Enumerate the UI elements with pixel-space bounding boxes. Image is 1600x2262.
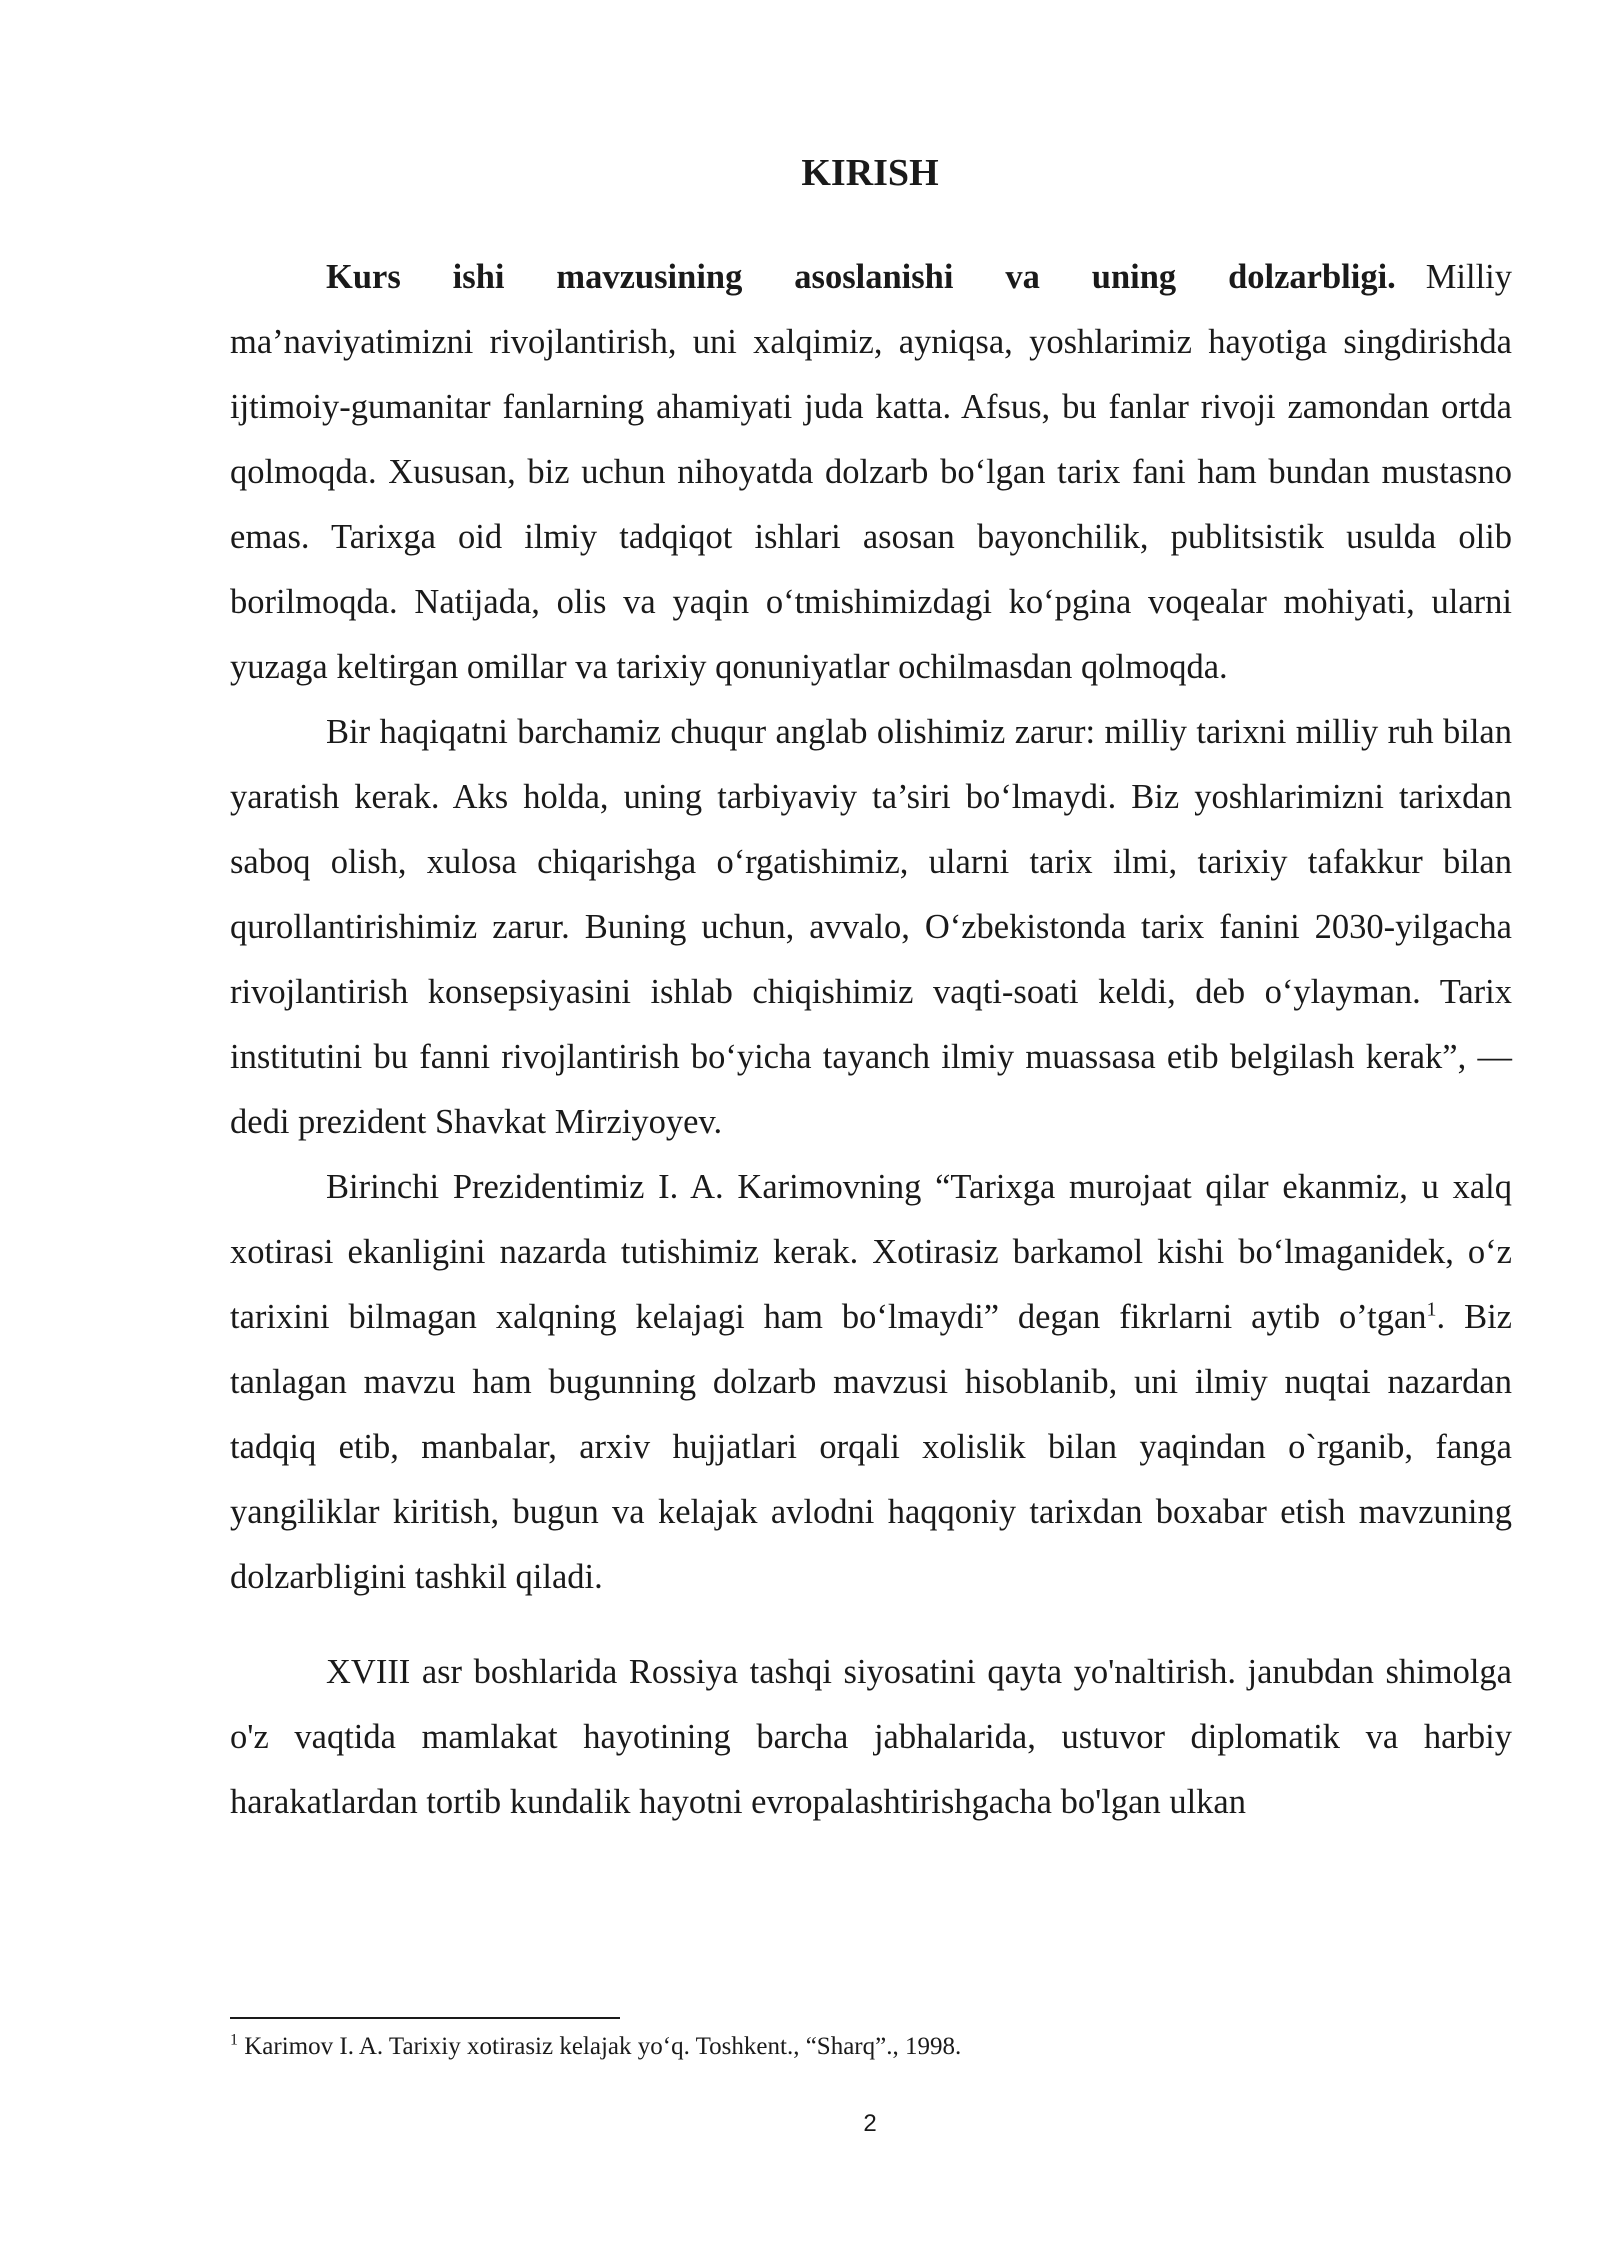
paragraph-karimov-text-end: . Biz tanlagan mavzu ham bugunning dolzarb mavzusi hisoblanib, uni ilmiy nuqtai nazardan tadqiq etib, manbalar, arxiv hujjatlari orqali xolislik bilan yaqindan o`rganib, fanga yangiliklar kiritish, bugun va kelajak avlodni haqqoniy tarixdan boxabar etish mavzuning dolzarbligini tashkil qiladi. bbox=[230, 1298, 1512, 1596]
paragraph-intro-text: Milliy ma’naviyatimizni rivojlantirish, uni xalqimiz, ayniqsa, yoshlarimiz hayotiga singdirishda ijtimoiy-gumanitar fanlarning ahamiyati juda katta. Afsus, bu fanlar rivoji zamondan ortda qolmoqda. Xususan, biz uchun nihoyatda dolzarb bo‘lgan tarix fani ham bundan mustasno emas. Tarixga oid ilmiy tadqiqot ishlari asosan bayonchilik, publitsistik usulda olib borilmoqda. Natijada, olis va yaqin o‘tmishimizdagi ko‘pgina voqealar mohiyati, ularni yuzaga keltirgan omillar va tarixiy qonuniyatlar ochilmasdan qolmoqda. bbox=[230, 258, 1512, 686]
footnote-separator bbox=[230, 2017, 620, 2019]
paragraph-karimov bbox=[230, 1155, 1512, 1610]
footnote bbox=[230, 2030, 1512, 2064]
page-number: 2 bbox=[863, 2110, 877, 2137]
footnote-number: 1 bbox=[230, 2031, 238, 2049]
page-title: KIRISH bbox=[801, 152, 939, 194]
paragraph-lead-heading: Kurs ishi mavzusining asoslanishi va uning dolzarbligi. bbox=[326, 258, 1396, 296]
paragraph-karimov-text-start: Birinchi Prezidentimiz I. A. Karimovning “Tarixga murojaat qilar ekanmiz, u xalq xotirasi ekanligini nazarda tutishimiz kerak. Xotirasiz barkamol kishi bo‘lmaganidek, o‘z tarixini bilmagan xalqning kelajagi ham bo‘lmaydi” degan fikrlarni aytib o’tgan bbox=[230, 1168, 1512, 1336]
body-text bbox=[230, 245, 1512, 1835]
paragraph-quote: Bir haqiqatni barchamiz chuqur anglab olishimiz zarur: milliy tarixni milliy ruh bilan yaratish kerak. Aks holda, uning tarbiyaviy ta’siri bo‘lmaydi. Biz yoshlarimizni tarixdan saboq olish, xulosa chiqarishga o‘rgatishimiz, ularni tarix ilmi, tarixiy tafakkur bilan qurollantirishimiz zarur. Buning uchun, avvalo, O‘zbekistonda tarix fanini 2030-yilgacha rivojlantirish konsepsiyasini ishlab chiqishimiz vaqti-soati keldi, deb o‘ylayman. Tarix institutini bu fanni rivojlantirish bo‘yicha tayanch ilmiy muassasa etib belgilash kerak”, — dedi prezident Shavkat Mirziyoyev. bbox=[230, 713, 1512, 1141]
paragraph-russia: XVIII asr boshlarida Rossiya tashqi siyosatini qayta yo'naltirish. janubdan shimolga o'z vaqtida mamlakat hayotining barcha jabhalarida, ustuvor diplomatik va harbiy harakatlardan tortib kundalik hayotni evropalashtirishgacha bo'lgan ulkan bbox=[230, 1653, 1512, 1821]
footnote-text: Karimov I. A. Tarixiy xotirasiz kelajak yo‘q. Toshkent., “Sharq”., 1998. bbox=[238, 2033, 962, 2060]
paragraph-intro bbox=[230, 245, 1512, 700]
footnote-reference[interactable]: 1 bbox=[1426, 1298, 1437, 1321]
